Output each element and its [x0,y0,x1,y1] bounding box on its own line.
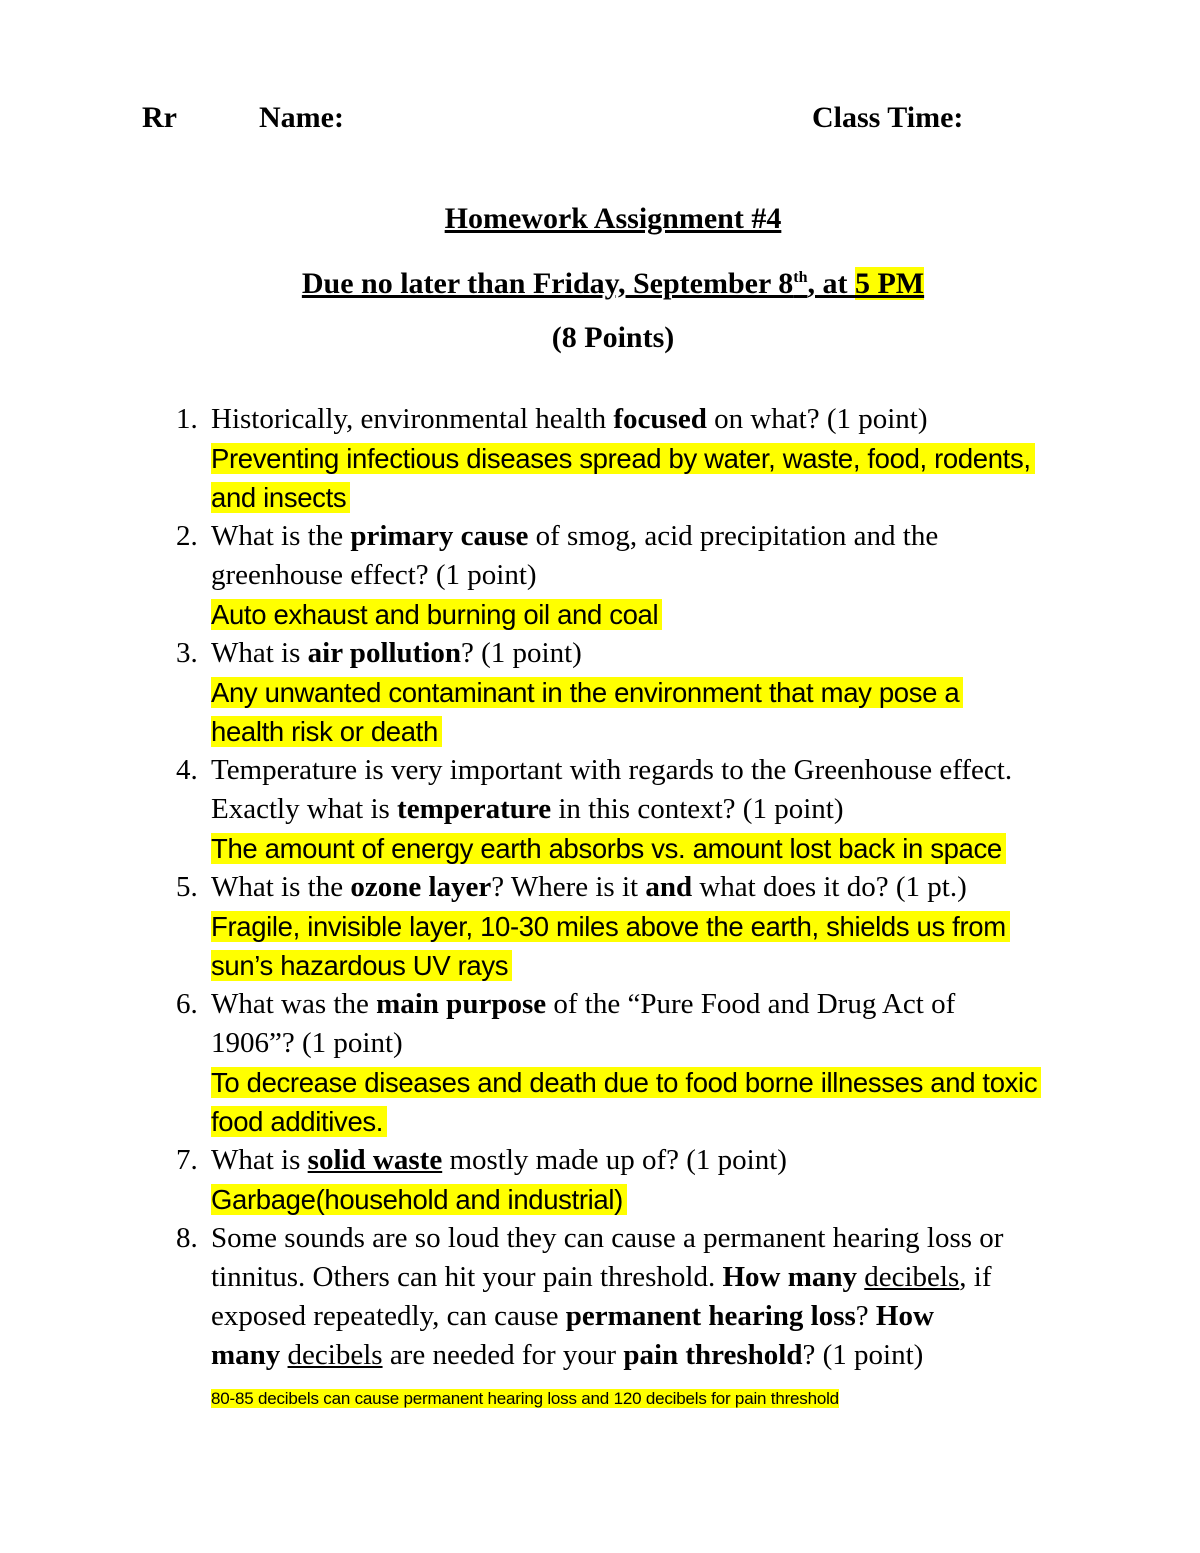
question-8 [0,1219,1200,1411]
due-prefix: Due no later than Friday, September 8 [301,267,794,300]
answer-line: Auto exhaust and burning oil and coal [211,595,1200,634]
due-middle: , at [807,267,855,300]
answer-line: 80-85 decibels can cause permanent hearing loss and 120 decibels for pain threshold [211,1389,839,1408]
question-text: What is the ozone layer? Where is it and what does it do? (1 pt.) [211,871,967,903]
answer-line: and insects [211,478,1200,517]
answer-line: The amount of energy earth absorbs vs. amount lost back in space [211,829,1200,868]
question-text-continued: Exactly what is temperature in this context? (1 point) [211,793,844,825]
question-number: 5. [176,871,198,903]
answer-line: sun’s hazardous UV rays [211,946,1200,985]
question-number: 1. [176,403,198,435]
answer-line: Any unwanted contaminant in the environment that may pose a [211,673,1200,712]
question-number: 8. [176,1222,198,1254]
question-list [0,400,1200,1411]
question-text-continued: greenhouse effect? (1 point) [211,559,537,591]
answer-line: health risk or death [211,712,1200,751]
question-7 [0,1141,1200,1219]
question-number: 2. [176,520,198,552]
question-5 [0,868,1200,985]
question-3 [0,634,1200,751]
question-text: What was the main purpose of the “Pure Food and Drug Act of [211,988,956,1020]
question-text: What is air pollution? (1 point) [211,637,582,669]
class-time-label: Class Time: [812,101,964,134]
due-time-highlight: 5 PM [854,267,925,300]
question-text: Temperature is very important with regards to the Greenhouse effect. [211,754,1013,786]
answer-line: Garbage(household and industrial) [211,1180,1200,1219]
answer-line: To decrease diseases and death due to food borne illnesses and toxic [211,1063,1200,1102]
question-4 [0,751,1200,868]
question-number: 3. [176,637,198,669]
question-text-continued: 1906”? (1 point) [211,1027,403,1059]
answer-line: food additives. [211,1102,1200,1141]
answer-line: Preventing infectious diseases spread by water, waste, food, rodents, [211,439,1200,478]
question-text: What is the primary cause of smog, acid precipitation and the [211,520,939,552]
question-number: 4. [176,754,198,786]
question-6 [0,985,1200,1141]
question-text: What is solid waste mostly made up of? (1 point) [211,1144,787,1176]
question-number: 6. [176,988,198,1020]
points-total: (8 Points) [551,321,675,354]
question-text-continued: many decibels are needed for your pain threshold? (1 point) [211,1339,924,1371]
answer-line: Fragile, invisible layer, 10-30 miles above the earth, shields us from [211,907,1200,946]
question-1 [0,400,1200,517]
question-text: Some sounds are so loud they can cause a permanent hearing loss or [211,1222,1004,1254]
question-text-continued: tinnitus. Others can hit your pain threshold. How many decibels, if [211,1261,992,1293]
assignment-title: Homework Assignment #4 [444,202,782,235]
due-date-line [0,258,1200,304]
initials: Rr [142,101,177,134]
question-number: 7. [176,1144,198,1176]
due-superscript: th [793,269,808,286]
question-2 [0,517,1200,634]
question-text: Historically, environmental health focused on what? (1 point) [211,403,928,435]
question-text-continued: exposed repeatedly, can cause permanent hearing loss? How [211,1300,934,1332]
name-label: Name: [259,101,344,134]
